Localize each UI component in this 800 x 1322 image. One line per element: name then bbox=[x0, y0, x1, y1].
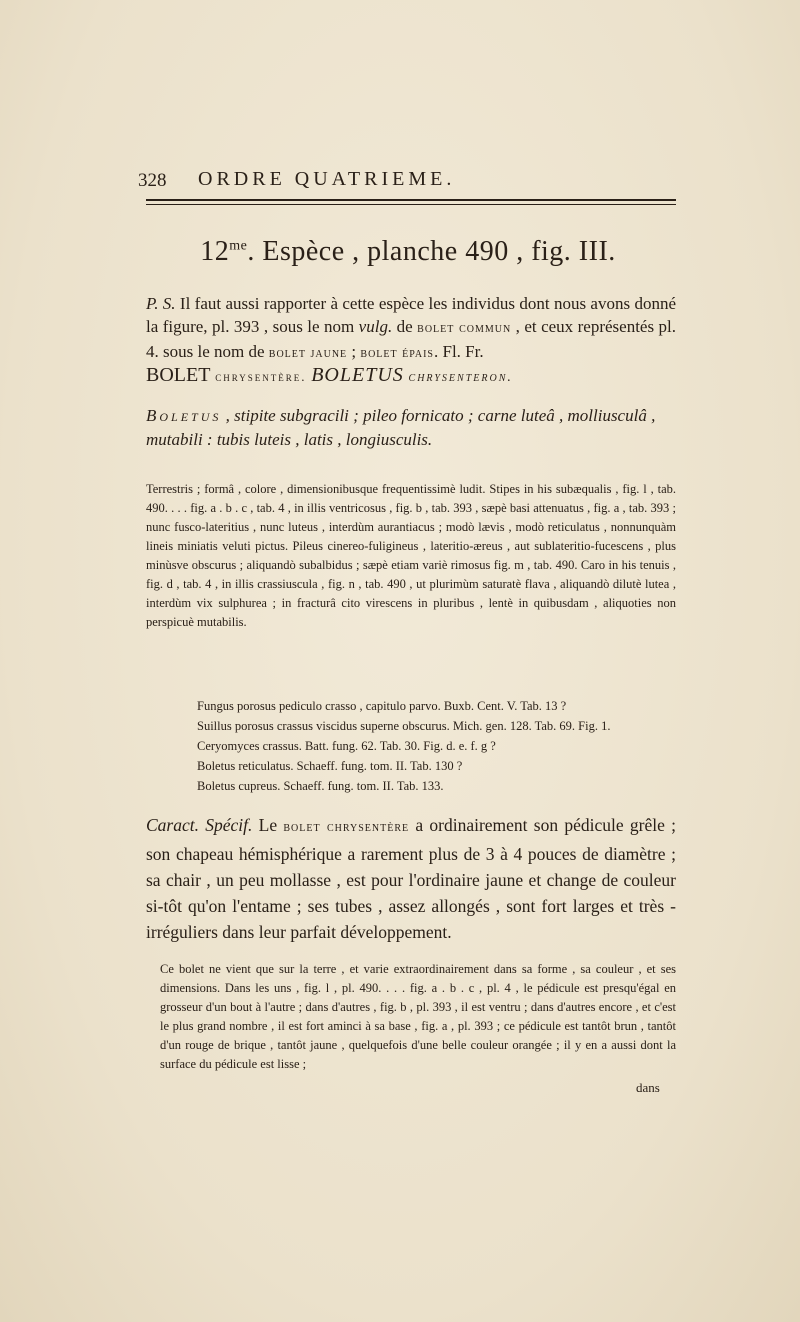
intro-text-3: , et ceux représentés pl. 4. sous le nom de bbox=[146, 317, 676, 361]
species-heading bbox=[138, 236, 678, 268]
french-name: BOLET bbox=[146, 364, 211, 386]
intro-text-1: Il faut aussi rapporter à cette espèce les individus dont nous avons donné la figure, pl. 393 , sous le nom bbox=[146, 294, 676, 336]
french-epithet: chrysentère. bbox=[215, 369, 307, 384]
page-header bbox=[138, 170, 678, 200]
synonymy-list bbox=[197, 696, 677, 796]
catchword: dans bbox=[636, 1080, 660, 1095]
header-rule-thin bbox=[146, 204, 676, 205]
latin-epithet: chrysenteron. bbox=[408, 370, 513, 385]
species-name-line bbox=[146, 364, 676, 387]
specific-characters bbox=[146, 812, 676, 945]
page-number: 328 bbox=[138, 170, 167, 191]
latin-description: Terrestris ; formâ , colore , dimensionibusque frequentissimè ludit. Stipes in his subæqualis , fig. l , tab. 490. . . . fig. a . b . c , tab. 4 , in illis ventricosus , fig. b , tab. 393 , sæpè basi attenuatus , fig. a , tab. 393 ; nunc fusco-lateritius , nunc luteus , interdùm aurantiacus ; modò lævis , modò reticulatus , nonnunquàm lineis miniatis veluti pictus. Pileus cinereo-fuligineus , lateritio-æreus , aut sublateritio-fucescens , plus minùsve obscurus ; aliquandò subalbidus ; sæpè etiam variè rimosus fig. m , tab. 490. Caro in his tenuis , fig. d , tab. 4 , in illis crassiuscula , fig. n , tab. 490 , ut plurimùm saturatè flava , aliquandò dilutè lutea , interdùm vix sulphurea ; in fracturâ cito virescens in pluribus , lentè in quibusdam , aliquoties non perspicuè mutabilis. bbox=[146, 482, 676, 629]
intro-name-1: bolet commun bbox=[417, 321, 512, 336]
intro-text-5: . Fl. Fr. bbox=[434, 342, 484, 361]
intro-name-2: bolet jaune bbox=[268, 346, 348, 361]
synonym-entry: Suillus porosus crassus viscidus superne obscurus. Mich. gen. 128. Tab. 69. Fig. 1. bbox=[197, 719, 611, 733]
intro-text-4: ; bbox=[347, 342, 361, 361]
latin-diagnosis-genus: Boletus bbox=[146, 406, 222, 425]
caract-text-2: a ordinairement son pédicule grêle ; son chapeau hémisphérique a rarement plus de 3 à 4 pouces de diamètre ; sa chair , un peu mollasse , est pour l'ordinaire jaune et change de couleur si-tôt qu'on l'entame ; ses tubes , assez allongés , sont fort larges et très - irréguliers dans leur parfait développement. bbox=[146, 815, 676, 942]
latin-genus: BOLETUS bbox=[311, 364, 404, 386]
species-number: 12 bbox=[200, 236, 230, 267]
latin-diagnosis bbox=[146, 404, 676, 452]
intro-lead: P. S. bbox=[146, 294, 176, 313]
species-heading-text: . Espèce , planche 490 , fig. III. bbox=[247, 236, 616, 267]
synonym-entry: Fungus porosus pediculo crasso , capitulo parvo. Buxb. Cent. V. Tab. 13 ? bbox=[197, 699, 567, 713]
synonym-entry: Ceryomyces crassus. Batt. fung. 62. Tab. 30. Fig. d. e. f. g ? bbox=[197, 739, 496, 753]
caract-label: Caract. Spécif. bbox=[146, 815, 253, 835]
species-number-suffix: me bbox=[229, 238, 248, 254]
latin-diagnosis-text: , stipite subgracili ; pileo fornicato ; carne luteâ , molliusculâ , mutabili : tubis luteis , latis , longiusculis. bbox=[146, 406, 656, 449]
caract-name: bolet chrysentère bbox=[283, 820, 410, 835]
intro-paragraph bbox=[146, 292, 676, 365]
synonym-entry: Boletus reticulatus. Schaeff. fung. tom. II. Tab. 130 ? bbox=[197, 759, 463, 773]
caract-text-1: Le bbox=[252, 815, 284, 835]
running-title: ORDRE QUATRIEME. bbox=[198, 168, 456, 190]
intro-name-3: bolet épais bbox=[360, 346, 434, 361]
header-rule-thick bbox=[146, 199, 676, 201]
french-description: Ce bolet ne vient que sur la terre , et varie extraordinairement dans sa forme , sa couleur , et ses dimensions. Dans les uns , fig. l , pl. 490. . . . fig. a . b . c , pl. 4 , le pédicule est presqu'égal en grosseur d'un bout à l'autre ; dans d'autres , fig. b , pl. 393 , il est ventru ; dans d'autres encore , et c'est le plus grand nombre , il est fort aminci à sa base , fig. a , pl. 393 ; ce pédicule est tantôt brun , tantôt d'un rouge de brique , tantôt jaune , quelquefois d'une belle couleur orangée ; il y en a aussi dont la surface du pédicule est lisse ; bbox=[160, 962, 676, 1071]
synonym-entry: Boletus cupreus. Schaeff. fung. tom. II. Tab. 133. bbox=[197, 779, 444, 793]
intro-vulg: vulg. bbox=[358, 317, 393, 336]
intro-text-2: de bbox=[392, 317, 418, 336]
